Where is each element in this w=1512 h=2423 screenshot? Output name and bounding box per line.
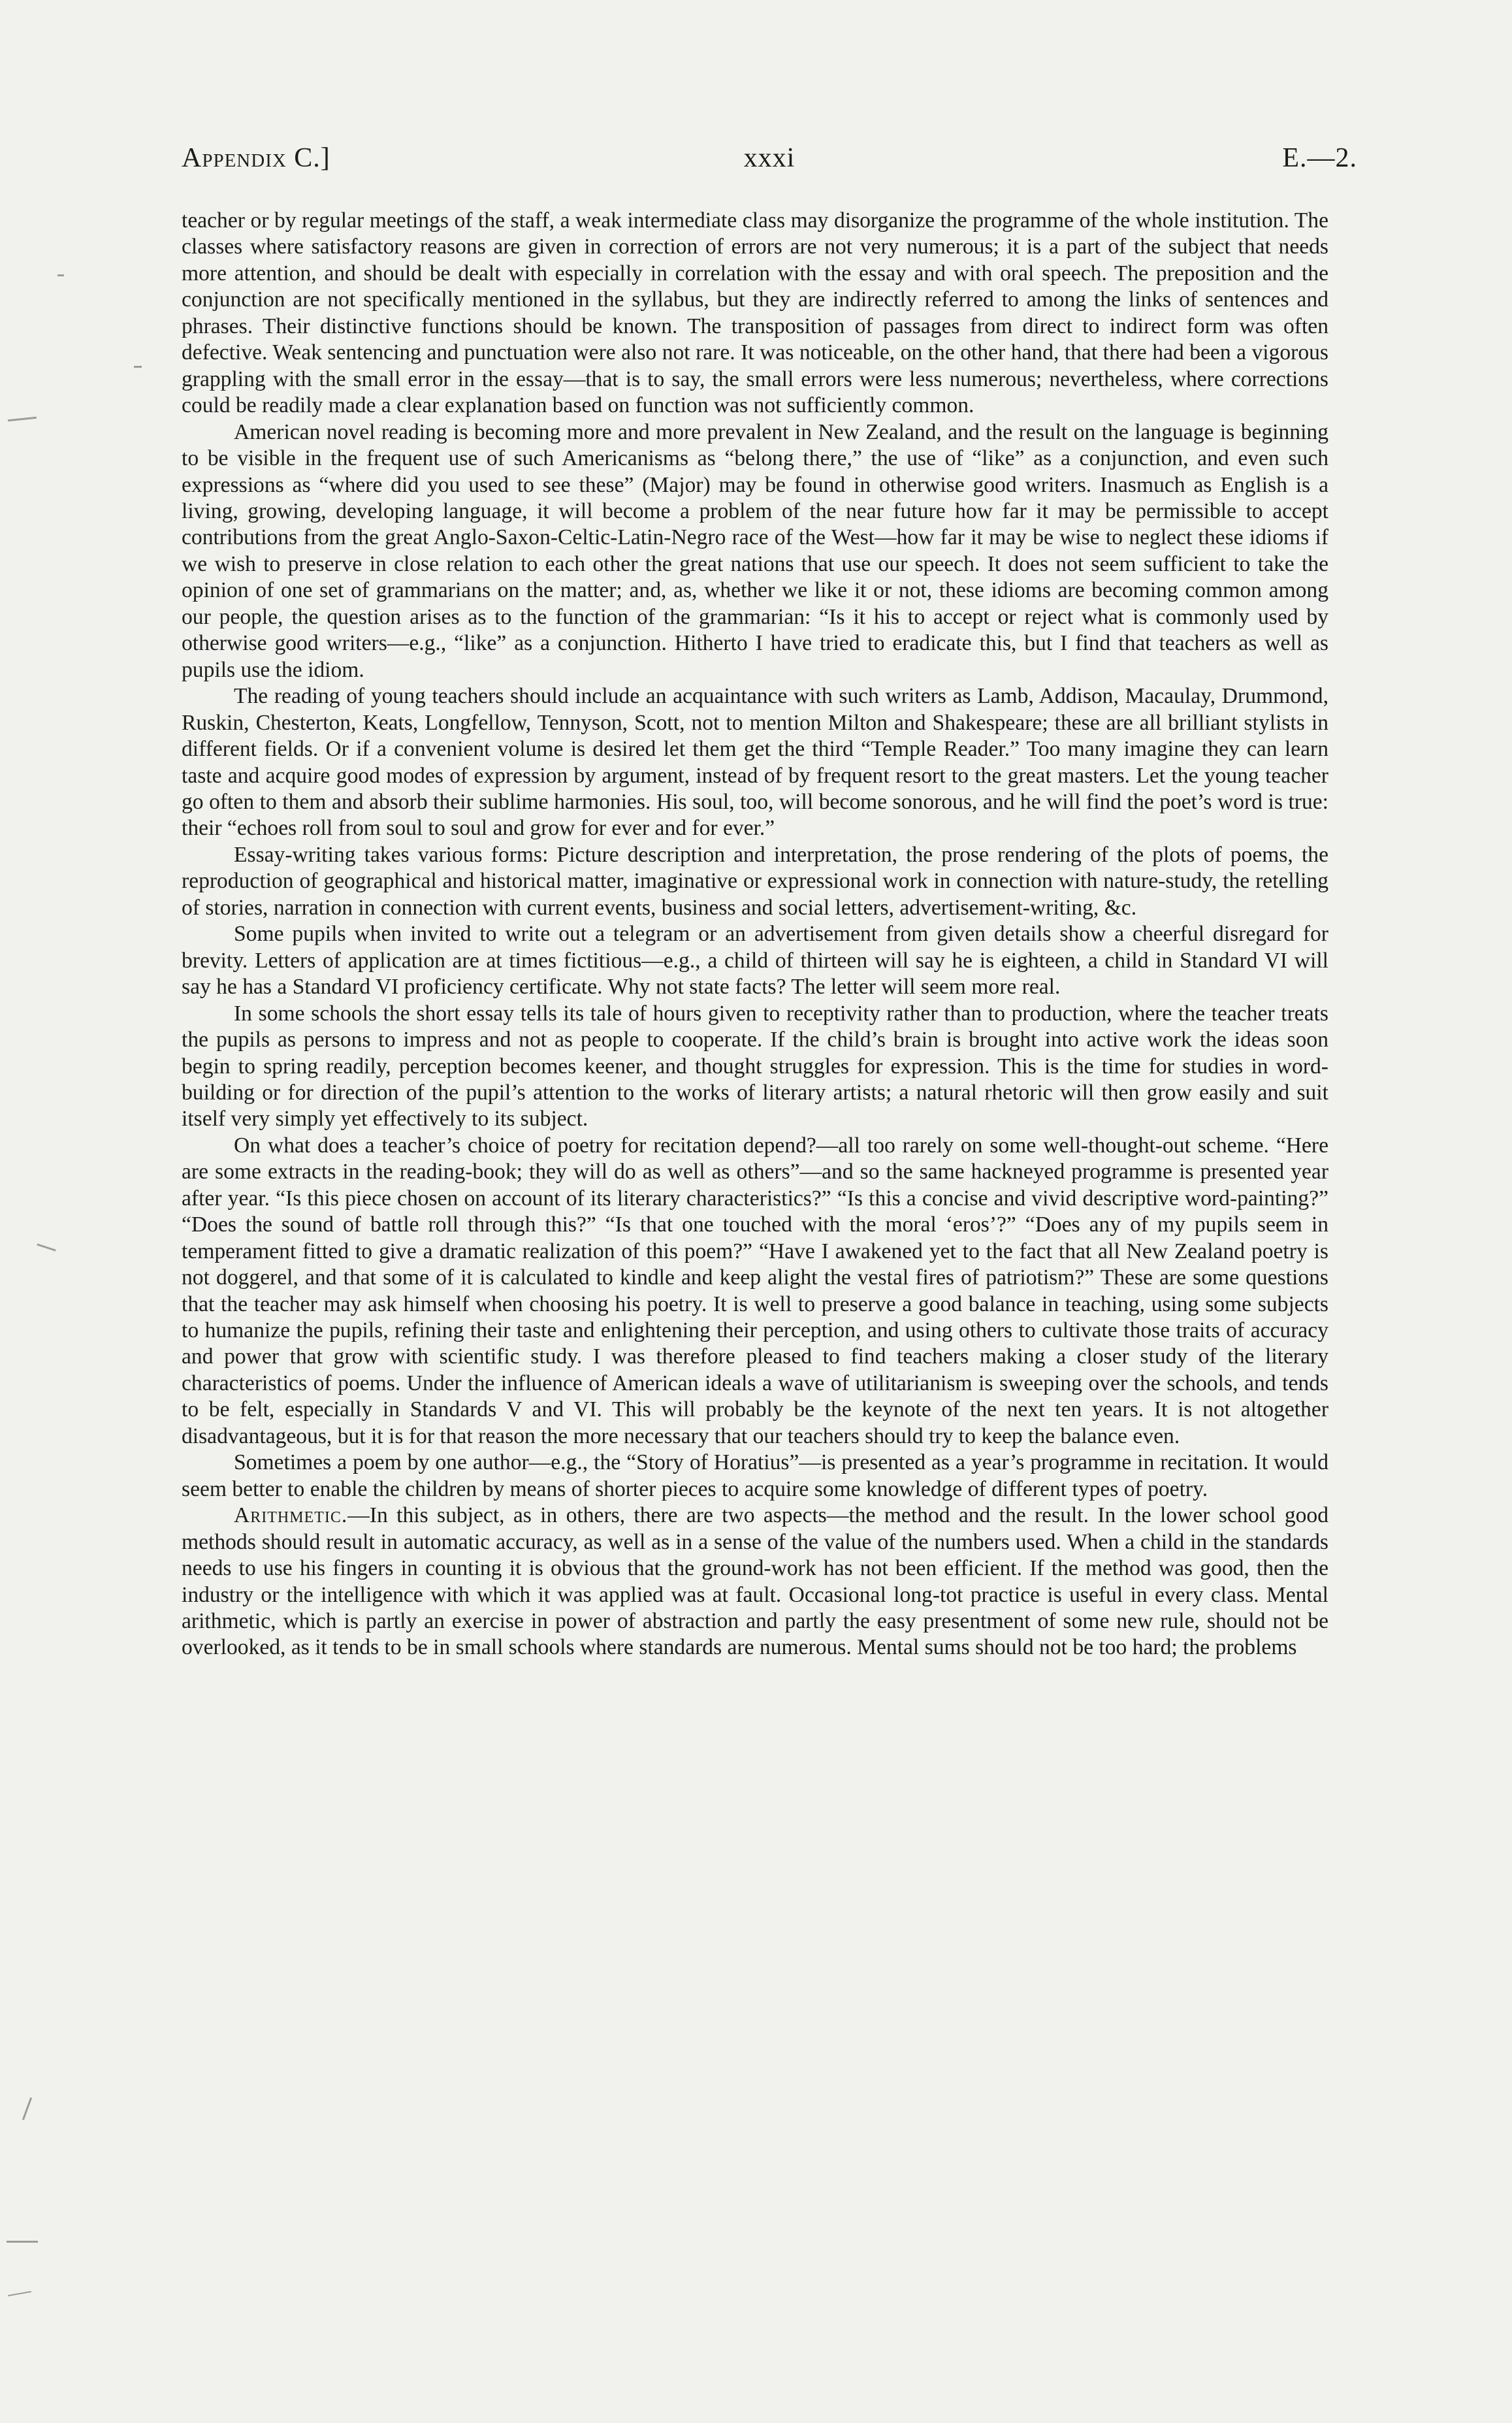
paragraph: American novel reading is becoming more and more prevalent in New Zealand, and the result on the language is beginning to be visible in the frequent use of such Americanisms as “belong there,” the use of “like” as a conjunction, and even such expressions as “where did you used to see these” (Major) may be found in otherwise good writers. Inasmuch as English is a living, growing, developing language, it will become a problem of the near future how far it may be permissible to accept contributions from the great Anglo-Saxon-Celtic-Latin-Negro race of the West—how far it may be wise to neglect these idioms if we wish to preserve in close relation to each other the great nations that use our speech. It does not seem sufficient to take the opinion of one set of grammarians on the matter; and, as, whether we like it or not, these idioms are becoming common among our people, the question arises as to the function of the grammarian: “Is it his to accept or reject what is commonly used by otherwise good writers—e.g., “like” as a conjunction. Hitherto I have tried to eradicate this, but I find that teachers as well as pupils use the idiom.: [182, 419, 1328, 682]
margin-mark: [37, 1243, 56, 1251]
paragraph: Sometimes a poem by one author—e.g., the “Story of Horatius”—is presented as a year’s programme in recitation. It would seem better to enable the children by means of shorter pieces to acquire some knowledge of different types of poetry.: [182, 1450, 1328, 1501]
margin-mark: [7, 2241, 38, 2243]
paragraph: teacher or by regular meetings of the staff, a weak intermediate class may disorganize the programme of the whole institution. The classes where satisfactory reasons are given in correction of errors are not very numerous; it is a part of the subject that needs more attention, and should be dealt with especially in correlation with the essay and with oral speech. The preposition and the conjunction are not specifically mentioned in the syllabus, but they are indirectly referred to among the links of sentences and phrases. Their distinctive functions should be known. The transposition of passages from direct to indirect form was often defective. Weak sentencing and punctuation were also not rare. It was noticeable, on the other hand, that there had been a vigorous grappling with the small error in the essay—that is to say, the small errors were less numerous; nevertheless, where corrections could be readily made a clear explanation based on function was not sufficiently common.: [182, 208, 1328, 418]
paragraph: Some pupils when invited to write out a telegram or an advertisement from given details show a cheerful disregard for brevity. Letters of application are at times fictitious—e.g., a child of thirteen will say he is eighteen, a child in Standard VI will say he has a Standard VI proficiency certificate. Why not state facts? The letter will seem more real.: [182, 922, 1328, 1000]
section-heading: Arithmetic.: [234, 1503, 348, 1528]
page-header: [182, 142, 1357, 188]
appendix-label: Appendix C.]: [182, 143, 330, 173]
margin-mark: [8, 2291, 31, 2296]
paragraph-text: —In this subject, as in others, there are two aspects—the method and the result. In the lower school good methods should result in automatic accuracy, as well as in a sense of the value of the numbers used. When a child in the standards needs to use his fingers in counting it is obvious that the ground-work has not been efficient. If the method was good, then the industry or the intelligence with which it was applied was at fault. Occasional long-tot practice is useful in every class. Mental arithmetic, which is partly an exercise in power of abstraction and partly the easy presentment of some new rule, should not be overlooked, as it tends to be in small schools where standards are numerous. Mental sums should not be too hard; the problems: [182, 1503, 1328, 1660]
paragraph-arithmetic: [182, 1503, 1328, 1661]
paragraph: Essay-writing takes various forms: Picture description and interpretation, the prose rendering of the plots of poems, the reproduction of geographical and historical matter, imaginative or expressional work in connection with nature-study, the retelling of stories, narration in connection with current events, business and social letters, advertisement-writing, &c.: [182, 842, 1328, 920]
document-code: E.—2.: [1282, 143, 1357, 173]
page-number: xxxi: [743, 143, 796, 173]
paragraph: In some schools the short essay tells its tale of hours given to receptivity rather than to production, where the teacher treats the pupils as persons to impress and not as people to cooperate. If the child’s brain is brought into active work the ideas soon begin to spring readily, perception becomes keener, and thought struggles for expression. This is the time for studies in word-building or for direction of the pupil’s attention to the works of literary artists; a natural rhetoric will then grow easily and suit itself very simply yet effectively to its subject.: [182, 1001, 1328, 1131]
paragraph: The reading of young teachers should include an acquaintance with such writers as Lamb, Addison, Macaulay, Drummond, Ruskin, Chesterton, Keats, Longfellow, Tennyson, Scott, not to mention Milton and Shakespeare; these are all brilliant stylists in different fields. Or if a convenient volume is desired let them get the third “Temple Reader.” Too many imagine they can learn taste and acquire good modes of expression by argument, instead of by frequent resort to the great masters. Let the young teacher go often to them and absorb their sublime harmonies. His soul, too, will become sonorous, and he will find the poet’s word is true: their “echoes roll from soul to soul and grow for ever and for ever.”: [182, 684, 1328, 841]
margin-mark: [22, 2098, 32, 2121]
body-text: [182, 208, 1328, 1661]
margin-mark: [8, 417, 37, 422]
paragraph: On what does a teacher’s choice of poetry for recitation depend?—all too rarely on some well-thought-out scheme. “Here are some extracts in the reading-book; they will do as well as others”—and so the same hackneyed programme is presented year after year. “Is this piece chosen on account of its literary characteristics?” “Is this a concise and vivid descriptive word-painting?” “Does the sound of battle roll through this?” “Is that one touched with the moral ‘eros’?” “Does any of my pupils seem in temperament fitted to give a dramatic realization of this poem?” “Have I awakened yet to the fact that all New Zealand poetry is not doggerel, and that some of it is calculated to kindle and keep alight the vestal fires of patriotism?” These are some questions that the teacher may ask himself when choosing his poetry. It is well to preserve a good balance in teaching, using some subjects to humanize the pupils, refining their taste and enlightening their perception, and using others to cultivate those traits of accuracy and power that grow with scientific study. I was therefore pleased to find teachers making a closer study of the literary characteristics of poems. Under the influence of American ideals a wave of utilitarianism is sweeping over the schools, and tends to be felt, especially in Standards V and VI. This will probably be the keynote of the next ten years. It is not altogether disadvantageous, but it is for that reason the more necessary that our teachers should try to keep the balance even.: [182, 1133, 1328, 1448]
margin-mark: [57, 274, 64, 276]
margin-mark: [134, 366, 142, 368]
